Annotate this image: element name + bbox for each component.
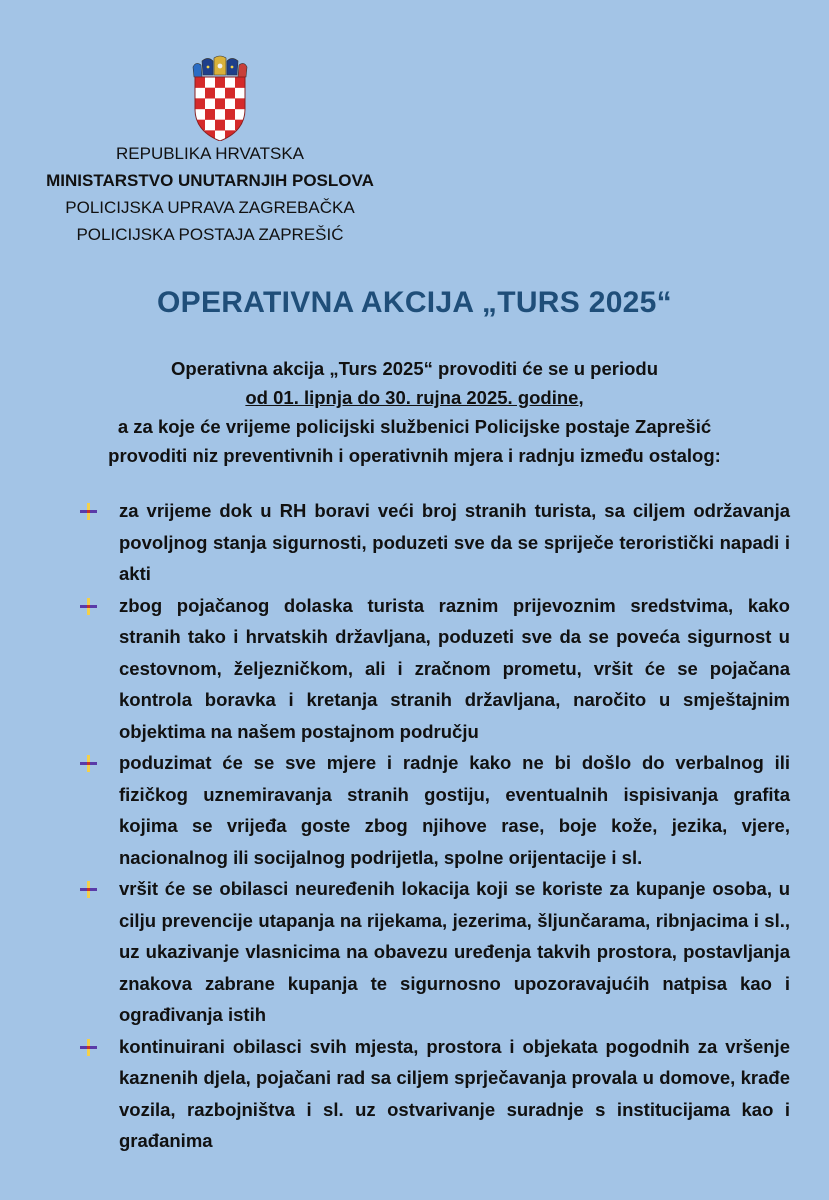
ministry-name: MINISTARSTVO UNUTARNJIH POSLOVA	[46, 171, 374, 190]
intro-paragraph	[40, 354, 789, 470]
police-station-name: POLICIJSKA POSTAJA ZAPREŠIĆ	[76, 225, 344, 244]
list-item	[78, 590, 790, 748]
list-item	[78, 873, 790, 1031]
intro-period: od 01. lipnja do 30. rujna 2025. godine	[245, 387, 579, 408]
intro-line-3: a za koje će vrijeme policijski službenici Policijske postaje Zaprešić	[117, 416, 712, 437]
page-title: OPERATIVNA AKCIJA „TURS 2025“	[157, 286, 672, 319]
plus-bullet-icon	[78, 753, 100, 775]
intro-line-4: provoditi niz preventivnih i operativnih mjera i radnju između ostalog:	[108, 445, 721, 466]
list-item-text: za vrijeme dok u RH boravi veći broj stranih turista, sa ciljem održavanja povoljnog stanja sigurnosti, poduzeti sve da se spriječe teroristički napadi i akti	[119, 500, 790, 584]
organization-header	[0, 140, 420, 248]
plus-bullet-icon	[78, 596, 100, 618]
coat-of-arms-icon	[189, 55, 251, 141]
plus-bullet-icon	[78, 501, 100, 523]
intro-line-2	[40, 383, 789, 412]
list-item-text: zbog pojačanog dolaska turista raznim prijevoznim sredstvima, kako stranih tako i hrvatskih državljana, poduzeti sve da se poveća sigurnost u cestovnom, željezničkom, ali i zračnom prometu, vršit će se pojačana kontrola boravka i kretanja stranih državljana, naročito u smještajnim objektima na našem postajnom području	[119, 594, 790, 742]
list-item-text: vršit će se obilasci neuređenih lokacija koji se koriste za kupanje osoba, u cilju prevencije utapanja na rijekama, jezerima, šljunčarama, ribnjacima i sl., uz ukazivanje vlasnicima na obavezu uređenja takvih prostora, postavljanja znakova zabrane kupanja te sigurnosno upozoravajućih natpisa kao i ograđivanja istih	[119, 878, 790, 1025]
measures-list	[78, 495, 790, 1157]
country-name: REPUBLIKA HRVATSKA	[115, 144, 304, 163]
list-item-text: poduzimat će se sve mjere i radnje kako ne bi došlo do verbalnog ili fizičkog uznemiravanja stranih gostiju, eventualnih ispisivanja grafita kojima se vrijeđa goste zbog njihove rase, boje kože, jezika, vjere, nacionalnog ili socijalnog podrijetla, spolne orijentacije i sl.	[119, 752, 790, 868]
intro-line-1: Operativna akcija „Turs 2025“ provoditi će se u periodu	[171, 358, 658, 379]
police-administration-name: POLICIJSKA UPRAVA ZAGREBAČKA	[65, 198, 355, 217]
list-item	[78, 495, 790, 590]
list-item-text: kontinuirani obilasci svih mjesta, prostora i objekata pogodnih za vršenje kaznenih djela, pojačani rad sa ciljem sprječavanja provala u domove, krađe vozila, razbojništva i sl. uz ostvarivanje suradnje s institucijama kao i građanima	[119, 1035, 790, 1151]
list-item	[78, 747, 790, 873]
list-item	[78, 1031, 790, 1157]
plus-bullet-icon	[78, 1037, 100, 1059]
intro-period-suffix: ,	[578, 387, 584, 408]
plus-bullet-icon	[78, 879, 100, 901]
